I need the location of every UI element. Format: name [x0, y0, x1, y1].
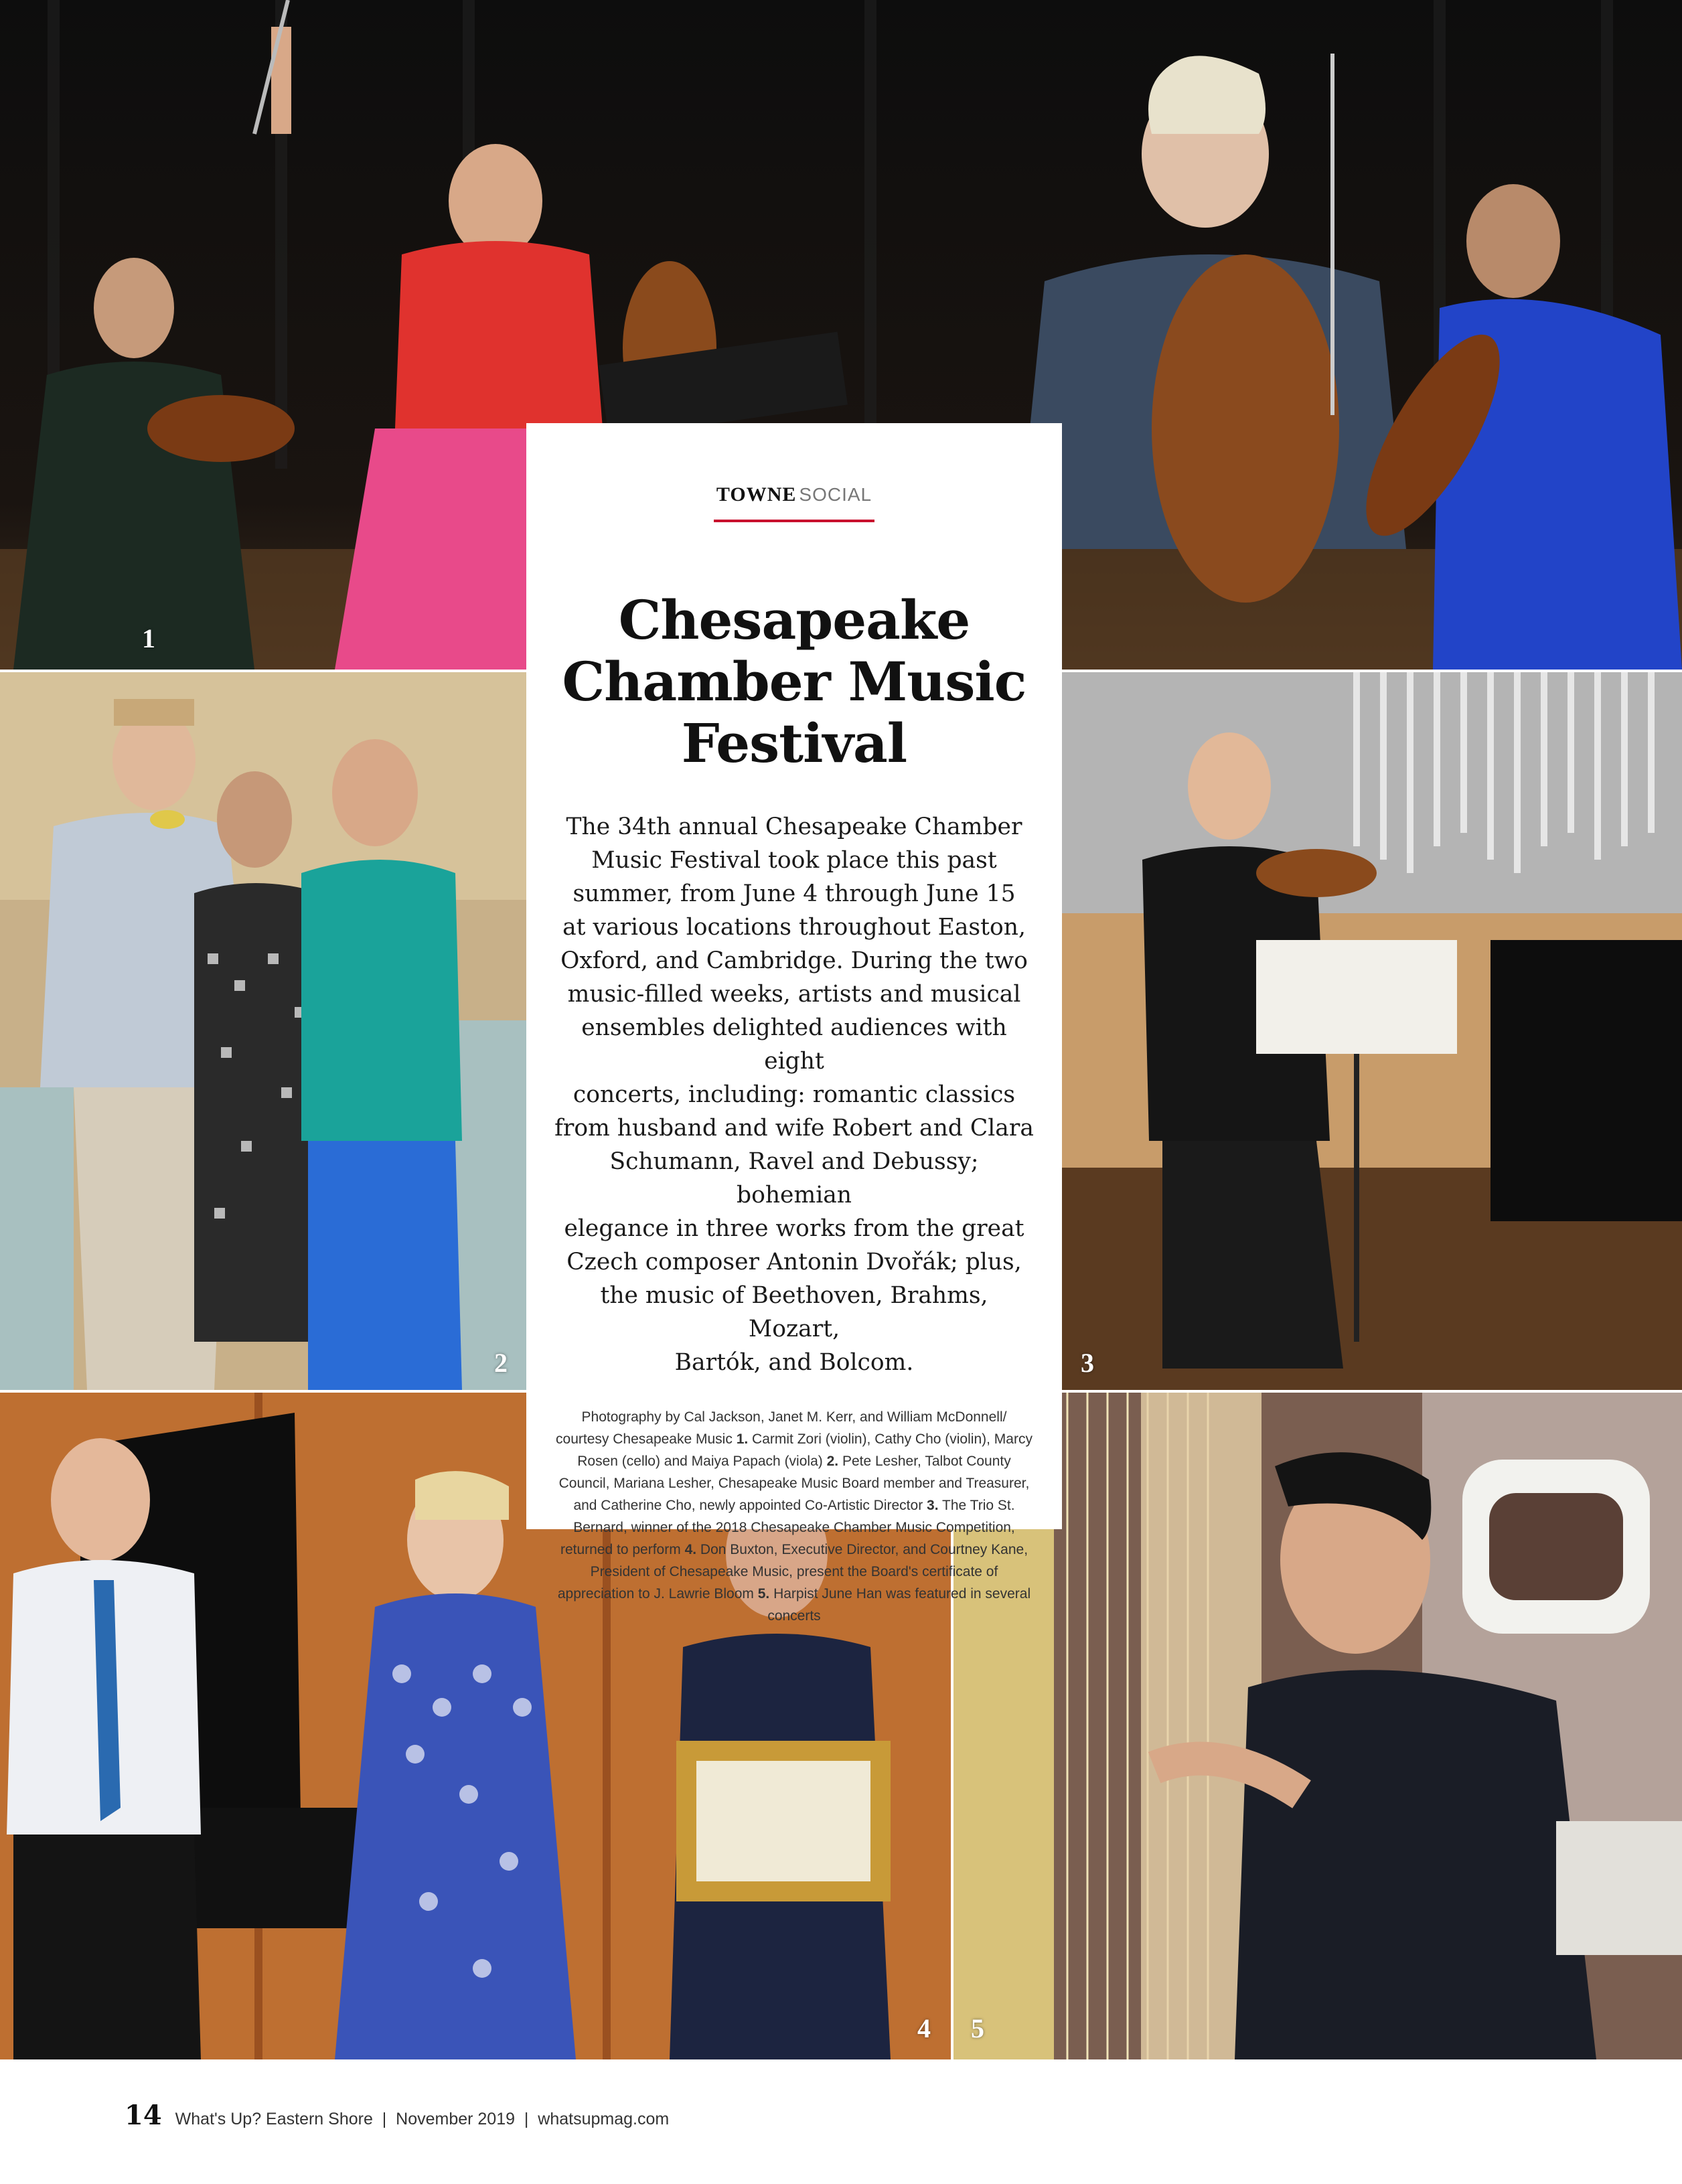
body-line: the music of Beethoven, Brahms, Mozart, — [600, 1282, 988, 1342]
caption-text: Pete Lesher, Talbot County Council, Mariana Lesher, Chesapeake Music Board member and Treasurer, and Catherine Cho, newly appointed Co-Artistic Director — [558, 1454, 1030, 1513]
body-line: concerts, including: romantic classics — [572, 1081, 1016, 1108]
body-line: Schumann, Ravel and Debussy; bohemian — [609, 1148, 979, 1208]
photo-harpist — [953, 1393, 1682, 2059]
body-line: Bartók, and Bolcom. — [674, 1349, 914, 1376]
photo-trio-st-bernard — [1062, 672, 1682, 1390]
body-line: Oxford, and Cambridge. During the two — [560, 947, 1028, 974]
section-rule — [714, 520, 874, 522]
caption-number: 2. — [826, 1454, 839, 1469]
photo-number: 4 — [917, 2013, 931, 2043]
caption-text: Don Buxton, Executive Director, and Courtney Kane, President of Chesapeake Music, present the Board's certificate of appreciation to J. Lawrie Bloom — [557, 1542, 1028, 1602]
page-footer — [125, 2100, 669, 2133]
caption-number: 3. — [927, 1498, 939, 1513]
body-line: elegance in three works from the great — [564, 1215, 1024, 1242]
section-label-bold: TOWNE — [716, 483, 797, 505]
article-body — [553, 810, 1035, 1379]
title-line: Chesapeake — [618, 589, 970, 651]
caption-text: Harpist June Han was featured in several concerts — [767, 1586, 1031, 1624]
photo-number: 1 — [142, 623, 155, 653]
body-line: music-filled weeks, artists and musical — [567, 981, 1021, 1008]
body-line: summer, from June 4 through June 15 — [572, 880, 1016, 907]
section-label-light: SOCIAL — [799, 484, 872, 505]
caption-credit: Photography by Cal Jackson, Janet M. Kerr, and William McDonnell/ courtesy Chesapeake Music — [556, 1409, 1007, 1447]
photo-number: 5 — [971, 2013, 984, 2043]
title-line: Chamber Music — [562, 650, 1026, 713]
title-line: Festival — [681, 712, 907, 775]
article-box — [526, 423, 1062, 1624]
caption-text: Carmit Zori (violin), Cathy Cho (violin), Marcy Rosen (cello) and Maiya Papach (viola) — [577, 1431, 1033, 1469]
caption-text: The Trio St. Bernard, winner of the 2018 Chesapeake Chamber Music Competition, returned to perform — [560, 1498, 1015, 1557]
photo-board-members — [0, 672, 529, 1390]
body-line: Czech composer Antonin Dvořák; plus, — [566, 1249, 1022, 1275]
page-number: 14 — [125, 2100, 162, 2131]
body-line: ensembles delighted audiences with eight — [581, 1014, 1007, 1075]
body-line: at various locations throughout Easton, — [562, 914, 1026, 941]
photo-number: 2 — [494, 1348, 508, 1378]
article-title — [553, 589, 1035, 774]
body-line: The 34th annual Chesapeake Chamber — [566, 813, 1022, 840]
footer-text: What's Up? Eastern Shore | November 2019 | whatsupmag.com — [175, 2110, 670, 2128]
body-line: Music Festival took place this past — [591, 847, 997, 874]
body-line: from husband and wife Robert and Clara — [554, 1115, 1034, 1142]
section-label — [553, 483, 1035, 506]
caption-number: 4. — [684, 1542, 697, 1557]
photo-caption — [553, 1406, 1035, 1627]
photo-number: 3 — [1081, 1348, 1094, 1378]
caption-number: 5. — [757, 1586, 770, 1602]
caption-number: 1. — [736, 1431, 749, 1447]
